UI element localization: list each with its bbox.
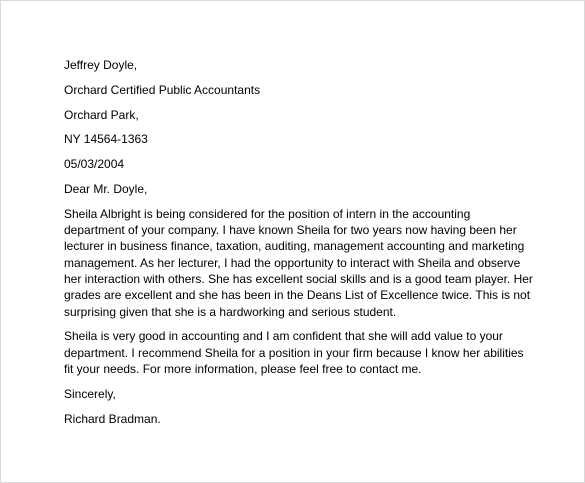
body-paragraph-1: Sheila Albright is being considered for the position of intern in the accounting department of your company. I have known Sheila for two years now having been her lecturer in business finance, taxation, auditing, management accounting and marketing management. As her lecturer, I had the opportunity to interact with Sheila and observe her interaction with others. She has excellent social skills and is a good team player. Her grades are excellent and she has been in the Deans List of Excellence twice. This is not surprising given that she is a hardworking and serious student. (64, 206, 533, 319)
salutation: Dear Mr. Doyle, (64, 181, 148, 196)
recipient-company: Orchard Certified Public Accountants (64, 82, 261, 97)
recommendation-letter (64, 57, 534, 435)
body-paragraph-2: Sheila is very good in accounting and I am confident that she will add value to your department. I recommend Sheila for a position in your firm because I know her abilities fit your needs. For more information, please feel free to contact me. (64, 329, 524, 376)
letter-date: 05/03/2004 (64, 157, 125, 172)
recipient-state-zip: NY 14564-1363 (64, 132, 148, 147)
closing: Sincerely, (64, 386, 116, 401)
recipient-city: Orchard Park, (64, 107, 139, 122)
signature: Richard Bradman. (64, 411, 161, 426)
recipient-name: Jeffrey Doyle, (64, 58, 138, 72)
